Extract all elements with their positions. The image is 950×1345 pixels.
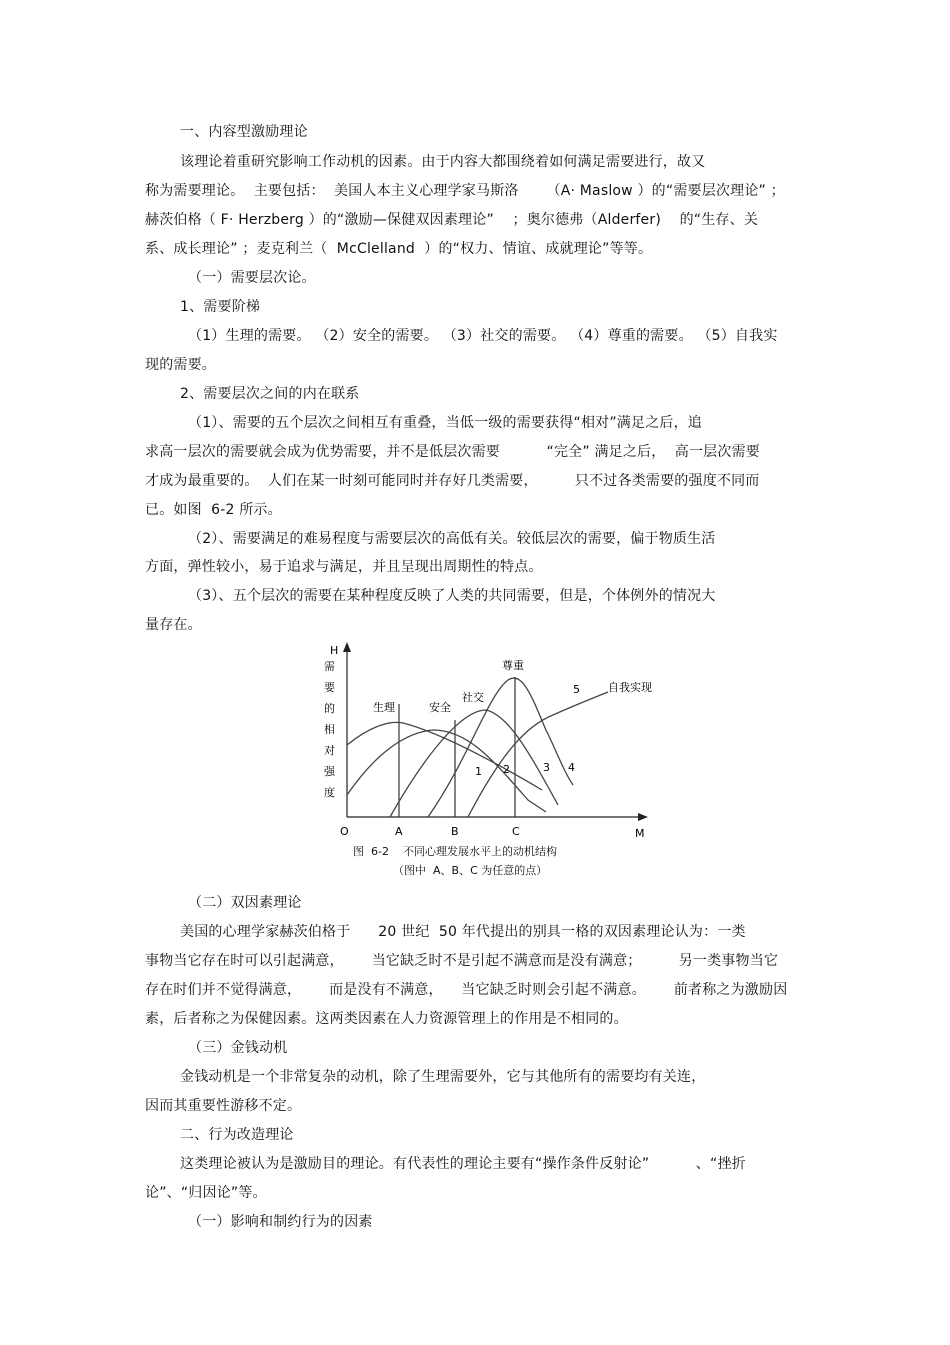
origin-label: O xyxy=(340,825,349,838)
text-line: 系、成长理论” ；麦克利兰（ McClelland ）的“权力、情谊、成就理论”等等。 xyxy=(145,241,653,257)
text-line: （一）影响和制约行为的因素 xyxy=(188,1214,373,1230)
curve-esteem xyxy=(428,678,573,817)
curve-number-5: 5 xyxy=(573,683,580,696)
text-line: 赫茨伯格（ F· Herzberg ）的“激励—保健双因素理论” ；奥尔德弗（Alderfer) 的“生存、关 xyxy=(145,212,759,228)
figure-subcaption: （图中 A、B、C 为任意的点） xyxy=(393,864,548,877)
text-line: 论”、“归因论”等。 xyxy=(145,1185,267,1201)
curve-label-self-actualization: 自我实现 xyxy=(608,681,652,694)
text-line: 已。如图 6-2 所示。 xyxy=(145,502,282,518)
text-line: （1）、需要的五个层次之间相互有重叠，当低一级的需要获得“相对”满足之后，追 xyxy=(188,415,703,431)
curve-label-social: 社交 xyxy=(462,691,484,704)
x-tick-b: B xyxy=(451,825,459,838)
curve-number-2: 2 xyxy=(503,763,510,776)
text-line: 金钱动机是一个非常复杂的动机，除了生理需要外，它与其他所有的需要均有关连， xyxy=(180,1069,706,1085)
curve-number-3: 3 xyxy=(543,761,550,774)
curve-label-safety: 安全 xyxy=(429,701,451,714)
text-line: （一）需要层次论。 xyxy=(188,270,316,286)
text-line: 现的需要。 xyxy=(145,357,216,373)
text-line: 美国的心理学家赫茨伯格于 20 世纪 50 年代提出的别具一格的双因素理论认为：一类 xyxy=(180,924,746,940)
y-axis-arrow xyxy=(343,642,351,652)
curve-number-1: 1 xyxy=(475,765,482,778)
text-line: 事物当它存在时可以引起满意， 当它缺乏时不是引起不满意而是没有满意； 另一类事物当它 xyxy=(145,953,779,969)
text-line: 二、行为改造理论 xyxy=(180,1127,294,1143)
curve-number-4: 4 xyxy=(568,761,575,774)
text-line: （3）、五个层次的需要在某种程度反映了人类的共同需要，但是，个体例外的情况大 xyxy=(188,588,716,604)
x-axis-arrow xyxy=(638,813,648,821)
text-line: 因而其重要性游移不定。 xyxy=(145,1098,302,1114)
curve-physiological xyxy=(347,722,542,790)
text-line: 量存在。 xyxy=(145,617,202,633)
text-line: 2、需要层次之间的内在联系 xyxy=(180,386,360,402)
text-line: 才成为最重要的。 人们在某一时刻可能同时并存好几类需要， 只不过各类需要的强度不同而 xyxy=(145,473,760,489)
text-line: 方面，弹性较小，易于追求与满足，并且呈现出周期性的特点。 xyxy=(145,559,543,575)
axis-y-label: 需要的相对强度 xyxy=(324,660,335,799)
text-line: （三）金钱动机 xyxy=(188,1040,288,1056)
text-line: 称为需要理论。 主要包括： 美国人本主义心理学家马斯洛 （A· Maslow ）的“需要层次理论” ； xyxy=(145,183,785,199)
x-tick-c: C xyxy=(512,825,520,838)
text-line: （二）双因素理论 xyxy=(188,895,302,911)
text-line: 存在时们并不觉得满意， 而是没有不满意， 当它缺乏时则会引起不满意。 前者称之为激励因 xyxy=(145,982,788,998)
axis-x-end-label: M xyxy=(635,827,645,840)
text-line: 1、需要阶梯 xyxy=(180,299,261,315)
text-line: 求高一层次的需要就会成为优势需要，并不是低层次需要 “完全” 满足之后， 高一层次需要 xyxy=(145,444,760,460)
figure-caption: 图 6-2 不同心理发展水平上的动机结构 xyxy=(353,845,557,858)
curve-label-esteem: 尊重 xyxy=(502,659,524,672)
figure-6-2 xyxy=(318,640,668,885)
x-tick-a: A xyxy=(395,825,403,838)
text-line: 这类理论被认为是激励目的理论。有代表性的理论主要有“操作条件反射论” 、“挫折 xyxy=(180,1156,746,1172)
text-line: （1）生理的需要。 （2）安全的需要。 （3）社交的需要。 （4）尊重的需要。 （5）自我实 xyxy=(188,328,778,344)
text-line: 一、内容型激励理论 xyxy=(180,124,308,140)
curve-label-physiological: 生理 xyxy=(373,701,395,714)
text-line: 素，后者称之为保健因素。这两类因素在人力资源管理上的作用是不相同的。 xyxy=(145,1011,628,1027)
axis-y-top-label: H xyxy=(330,644,339,657)
text-line: （2）、需要满足的难易程度与需要层次的高低有关。较低层次的需要，偏于物质生活 xyxy=(188,531,716,547)
text-line: 该理论着重研究影响工作动机的因素。由于内容大都围绕着如何满足需要进行，故又 xyxy=(180,154,706,170)
